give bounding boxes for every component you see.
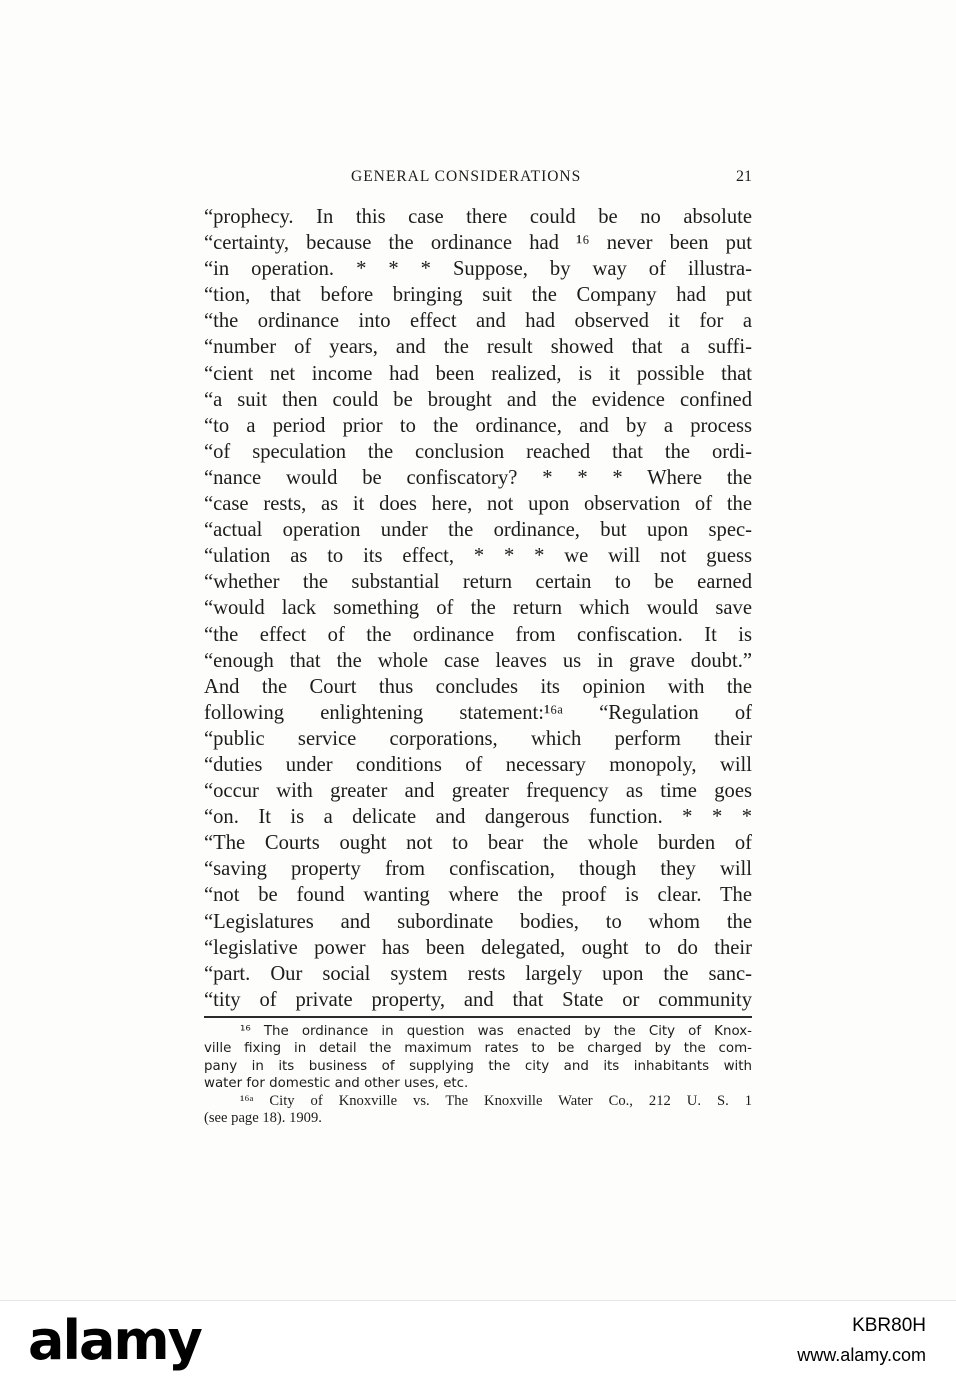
text-line: “whether the substantial return certain to be earned (204, 571, 752, 594)
text-line: following enlightening statement:¹⁶ᵃ “Regulation of (204, 701, 752, 724)
footnote-line: (see page 18). 1909. (204, 1109, 322, 1126)
text-line: “number of years, and the result showed that a suffi- (204, 336, 752, 359)
text-line: “The Courts ought not to bear the whole burden of (204, 832, 752, 855)
image-id: KBR80H (852, 1315, 926, 1336)
text-line: “duties under conditions of necessary monopoly, will (204, 753, 752, 776)
footnote-line: ¹⁶ᵃ City of Knoxville vs. The Knoxville Water Co., 212 U. S. 1 (240, 1092, 752, 1109)
text-line: “prophecy. In this case there could be no absolute (204, 206, 752, 228)
text-line: “tity of private property, and that State or community (204, 988, 752, 1011)
text-line: “enough that the whole case leaves us in grave doubt.” (204, 649, 752, 672)
text-line: “nance would be confiscatory? * * * Where the (204, 466, 752, 489)
page-header (204, 168, 752, 192)
text-line: “part. Our social system rests largely upon the sanc- (204, 962, 752, 985)
page-number: 21 (736, 168, 752, 185)
text-line: “ulation as to its effect, * * * we will not guess (204, 545, 752, 568)
text-line: “actual operation under the ordinance, but upon spec- (204, 519, 752, 542)
text-line: “in operation. * * * Suppose, by way of illustra- (204, 258, 752, 281)
running-head: GENERAL CONSIDERATIONS (351, 168, 582, 185)
text-line: “saving property from confiscation, though they will (204, 858, 752, 881)
footnote-line: ¹⁶ The ordinance in question was enacted by the City of Knox- (240, 1024, 752, 1039)
text-line: “to a period prior to the ordinance, and by a process (204, 414, 752, 437)
text-line: And the Court thus concludes its opinion with the (204, 675, 752, 698)
text-line: “case rests, as it does here, not upon observation of the (204, 493, 752, 516)
footnote-line: ville fixing in detail the maximum rates to be charged by the com- (204, 1041, 752, 1057)
text-line: “the ordinance into effect and had observed it for a (204, 310, 752, 333)
text-line: “tion, that before bringing suit the Company had put (204, 284, 752, 307)
footnote-line: water for domestic and other uses, etc. (204, 1076, 469, 1092)
text-line: “certainty, because the ordinance had ¹⁶ never been put (204, 232, 752, 255)
text-line: “on. It is a delicate and dangerous function. * * * (204, 806, 752, 829)
text-line: “cient net income had been realized, is it possible that (204, 362, 752, 385)
brand-logo: alamy (28, 1309, 201, 1372)
footnotes (204, 1023, 752, 1127)
text-line: “public service corporations, which perform their (204, 727, 752, 750)
text-line: “of speculation the conclusion reached that the ordi- (204, 440, 752, 463)
text-line: “the effect of the ordinance from confiscation. It is (204, 623, 752, 646)
text-line: “not be found wanting where the proof is clear. The (204, 884, 752, 907)
watermark-footer (0, 1300, 956, 1391)
text-line: “occur with greater and greater frequency as time goes (204, 780, 752, 803)
site-url: www.alamy.com (797, 1345, 926, 1365)
text-line: “a suit then could be brought and the evidence confined (204, 388, 752, 411)
footnote-line: pany in its business of supplying the city and its inhabitants with (204, 1058, 752, 1074)
text-line: “would lack something of the return which would save (204, 597, 752, 620)
text-line: “Legislatures and subordinate bodies, to whom the (204, 910, 752, 933)
footnote-divider (204, 1016, 752, 1018)
text-line: “legislative power has been delegated, ought to do their (204, 936, 752, 959)
body-text (204, 204, 752, 1013)
